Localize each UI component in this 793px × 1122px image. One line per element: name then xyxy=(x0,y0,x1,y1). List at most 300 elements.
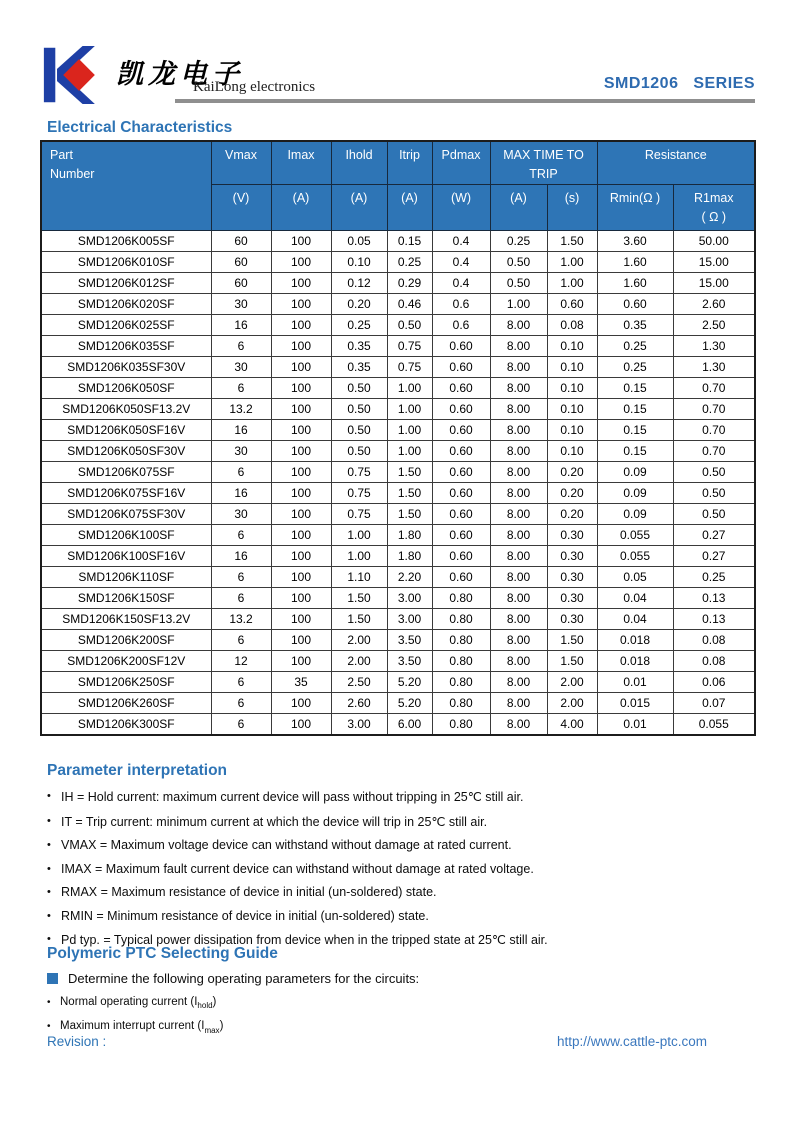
table-row xyxy=(41,252,755,273)
unit-vmax: (V) xyxy=(211,185,271,231)
value-cell: 100 xyxy=(271,546,331,567)
table-row xyxy=(41,315,755,336)
parameter-interpretation-title: Parameter interpretation xyxy=(47,762,228,779)
value-cell: 0.10 xyxy=(331,252,387,273)
value-cell: 0.50 xyxy=(490,273,547,294)
value-cell: 3.00 xyxy=(387,588,432,609)
value-cell: 0.4 xyxy=(432,231,490,252)
param-item xyxy=(47,885,747,899)
value-cell: 0.30 xyxy=(547,525,597,546)
part-number-cell: SMD1206K260SF xyxy=(41,693,211,714)
part-number-cell: SMD1206K050SF30V xyxy=(41,441,211,462)
value-cell: 8.00 xyxy=(490,588,547,609)
param-text: IMAX = Maximum fault current device can withstand without damage at rated voltage. xyxy=(61,861,534,876)
value-cell: 100 xyxy=(271,315,331,336)
revision-label: Revision : xyxy=(47,1034,107,1049)
value-cell: 100 xyxy=(271,336,331,357)
value-cell: 0.05 xyxy=(597,567,673,588)
value-cell: 1.30 xyxy=(673,336,755,357)
col-header-imax: Imax xyxy=(271,141,331,185)
value-cell: 0.018 xyxy=(597,630,673,651)
part-number-cell: SMD1206K025SF xyxy=(41,315,211,336)
value-cell: 0.4 xyxy=(432,252,490,273)
value-cell: 0.80 xyxy=(432,714,490,736)
table-row xyxy=(41,525,755,546)
value-cell: 1.00 xyxy=(387,399,432,420)
bullet-icon: • xyxy=(47,997,51,1008)
value-cell: 0.80 xyxy=(432,630,490,651)
value-cell: 100 xyxy=(271,630,331,651)
value-cell: 1.00 xyxy=(387,441,432,462)
col-header-pdmax: Pdmax xyxy=(432,141,490,185)
part-number-cell: SMD1206K200SF xyxy=(41,630,211,651)
value-cell: 0.20 xyxy=(547,462,597,483)
value-cell: 0.50 xyxy=(673,483,755,504)
value-cell: 0.15 xyxy=(597,399,673,420)
value-cell: 0.50 xyxy=(673,462,755,483)
table-row xyxy=(41,357,755,378)
value-cell: 30 xyxy=(211,441,271,462)
value-cell: 1.00 xyxy=(331,525,387,546)
col-header-ihold: Ihold xyxy=(331,141,387,185)
value-cell: 5.20 xyxy=(387,672,432,693)
value-cell: 0.80 xyxy=(432,651,490,672)
value-cell: 0.60 xyxy=(432,525,490,546)
table-row xyxy=(41,462,755,483)
part-number-cell: SMD1206K300SF xyxy=(41,714,211,736)
value-cell: 0.60 xyxy=(432,399,490,420)
part-number-cell: SMD1206K012SF xyxy=(41,273,211,294)
part-number-cell: SMD1206K050SF xyxy=(41,378,211,399)
value-cell: 1.00 xyxy=(547,252,597,273)
value-cell: 0.29 xyxy=(387,273,432,294)
value-cell: 0.75 xyxy=(331,462,387,483)
value-cell: 8.00 xyxy=(490,357,547,378)
value-cell: 100 xyxy=(271,651,331,672)
guide-intro-text: Determine the following operating parameters for the circuits: xyxy=(68,971,420,986)
param-text: Pd typ. = Typical power dissipation from device when in the tripped state at 25℃ still air. xyxy=(61,933,548,947)
value-cell: 0.20 xyxy=(547,483,597,504)
value-cell: 3.50 xyxy=(387,630,432,651)
bullet-icon: • xyxy=(47,814,51,827)
value-cell: 100 xyxy=(271,609,331,630)
value-cell: 1.10 xyxy=(331,567,387,588)
value-cell: 1.50 xyxy=(387,462,432,483)
value-cell: 0.06 xyxy=(673,672,755,693)
table-row xyxy=(41,588,755,609)
value-cell: 2.60 xyxy=(673,294,755,315)
value-cell: 0.60 xyxy=(597,294,673,315)
value-cell: 100 xyxy=(271,504,331,525)
param-text: RMIN = Minimum resistance of device in initial (un-soldered) state. xyxy=(61,908,429,923)
table-row xyxy=(41,378,755,399)
value-cell: 1.00 xyxy=(547,273,597,294)
value-cell: 6 xyxy=(211,462,271,483)
table-row xyxy=(41,630,755,651)
kailong-logo-icon xyxy=(40,46,104,104)
value-cell: 0.20 xyxy=(547,504,597,525)
value-cell: 8.00 xyxy=(490,609,547,630)
square-bullet-icon xyxy=(47,973,58,984)
value-cell: 0.10 xyxy=(547,399,597,420)
value-cell: 0.60 xyxy=(432,378,490,399)
part-number-cell: SMD1206K050SF16V xyxy=(41,420,211,441)
value-cell: 60 xyxy=(211,252,271,273)
col-header-vmax: Vmax xyxy=(211,141,271,185)
value-cell: 0.70 xyxy=(673,378,755,399)
value-cell: 1.80 xyxy=(387,525,432,546)
value-cell: 13.2 xyxy=(211,609,271,630)
value-cell: 0.80 xyxy=(432,693,490,714)
value-cell: 100 xyxy=(271,420,331,441)
value-cell: 100 xyxy=(271,231,331,252)
value-cell: 0.13 xyxy=(673,588,755,609)
bullet-icon: • xyxy=(47,862,51,875)
unit-maxtime-a: (A) xyxy=(490,185,547,231)
unit-itrip: (A) xyxy=(387,185,432,231)
value-cell: 2.00 xyxy=(547,672,597,693)
value-cell: 0.35 xyxy=(331,357,387,378)
table-row xyxy=(41,420,755,441)
value-cell: 8.00 xyxy=(490,315,547,336)
unit-r1max: R1max ( Ω ) xyxy=(673,185,755,231)
value-cell: 0.13 xyxy=(673,609,755,630)
value-cell: 0.60 xyxy=(432,462,490,483)
value-cell: 0.12 xyxy=(331,273,387,294)
value-cell: 1.30 xyxy=(673,357,755,378)
table-row xyxy=(41,546,755,567)
value-cell: 0.25 xyxy=(490,231,547,252)
electrical-table-wrapper xyxy=(40,140,755,736)
value-cell: 100 xyxy=(271,357,331,378)
value-cell: 2.00 xyxy=(331,651,387,672)
param-item xyxy=(47,789,747,804)
value-cell: 0.27 xyxy=(673,525,755,546)
guide-item-text: Normal operating current $(I_{hold})$ xyxy=(60,996,217,1011)
value-cell: 0.60 xyxy=(432,546,490,567)
value-cell: 1.50 xyxy=(547,630,597,651)
value-cell: 0.30 xyxy=(547,546,597,567)
value-cell: 0.10 xyxy=(547,441,597,462)
selecting-guide-section xyxy=(47,945,747,1035)
value-cell: 60 xyxy=(211,231,271,252)
value-cell: 1.60 xyxy=(597,252,673,273)
value-cell: 0.35 xyxy=(597,315,673,336)
part-number-cell: SMD1206K075SF16V xyxy=(41,483,211,504)
page-footer xyxy=(47,1034,755,1049)
electrical-table-body xyxy=(41,231,755,736)
value-cell: 2.50 xyxy=(331,672,387,693)
value-cell: 6 xyxy=(211,525,271,546)
value-cell: 1.00 xyxy=(331,546,387,567)
value-cell: 0.01 xyxy=(597,672,673,693)
value-cell: 100 xyxy=(271,693,331,714)
value-cell: 0.60 xyxy=(432,504,490,525)
value-cell: 0.055 xyxy=(673,714,755,736)
value-cell: 0.60 xyxy=(432,567,490,588)
unit-imax: (A) xyxy=(271,185,331,231)
table-row xyxy=(41,567,755,588)
value-cell: 0.30 xyxy=(547,588,597,609)
param-text: IT = Trip current: minimum current at which the device will trip in 25℃ still air. xyxy=(61,814,488,829)
table-row xyxy=(41,294,755,315)
value-cell: 12 xyxy=(211,651,271,672)
unit-maxtime-s: (s) xyxy=(547,185,597,231)
col-header-itrip: Itrip xyxy=(387,141,432,185)
electrical-table xyxy=(40,140,756,736)
value-cell: 30 xyxy=(211,504,271,525)
bullet-icon: • xyxy=(47,909,51,922)
part-number-cell: SMD1206K100SF xyxy=(41,525,211,546)
value-cell: 0.15 xyxy=(387,231,432,252)
value-cell: 13.2 xyxy=(211,399,271,420)
part-number-cell: SMD1206K035SF xyxy=(41,336,211,357)
value-cell: 0.01 xyxy=(597,714,673,736)
value-cell: 0.10 xyxy=(547,357,597,378)
value-cell: 2.00 xyxy=(547,693,597,714)
value-cell: 15.00 xyxy=(673,252,755,273)
value-cell: 0.25 xyxy=(331,315,387,336)
value-cell: 8.00 xyxy=(490,336,547,357)
value-cell: 1.50 xyxy=(387,504,432,525)
value-cell: 0.15 xyxy=(597,441,673,462)
value-cell: 0.80 xyxy=(432,672,490,693)
bullet-icon: • xyxy=(47,790,51,802)
value-cell: 0.80 xyxy=(432,609,490,630)
value-cell: 0.10 xyxy=(547,336,597,357)
value-cell: 0.015 xyxy=(597,693,673,714)
table-row xyxy=(41,693,755,714)
value-cell: 100 xyxy=(271,525,331,546)
table-row xyxy=(41,231,755,252)
col-header-resistance: Resistance xyxy=(597,141,755,185)
value-cell: 0.50 xyxy=(673,504,755,525)
value-cell: 0.50 xyxy=(331,378,387,399)
value-cell: 0.08 xyxy=(673,651,755,672)
part-number-cell: SMD1206K110SF xyxy=(41,567,211,588)
value-cell: 0.75 xyxy=(387,336,432,357)
guide-intro xyxy=(47,971,747,986)
part-number-cell: SMD1206K150SF13.2V xyxy=(41,609,211,630)
table-row xyxy=(41,504,755,525)
value-cell: 0.04 xyxy=(597,609,673,630)
value-cell: 0.25 xyxy=(597,336,673,357)
brand-chinese-text: 凯龙电子 xyxy=(116,59,244,90)
value-cell: 3.00 xyxy=(387,609,432,630)
value-cell: 8.00 xyxy=(490,672,547,693)
value-cell: 8.00 xyxy=(490,714,547,736)
table-row xyxy=(41,483,755,504)
col-header-max-time-to-trip: MAX TIME TO TRIP xyxy=(490,141,597,185)
part-number-cell: SMD1206K075SF30V xyxy=(41,504,211,525)
value-cell: 0.09 xyxy=(597,504,673,525)
value-cell: 0.055 xyxy=(597,525,673,546)
value-cell: 0.27 xyxy=(673,546,755,567)
parameter-interpretation-section xyxy=(47,762,747,957)
value-cell: 8.00 xyxy=(490,567,547,588)
value-cell: 6 xyxy=(211,336,271,357)
value-cell: 100 xyxy=(271,252,331,273)
value-cell: 16 xyxy=(211,420,271,441)
value-cell: 8.00 xyxy=(490,630,547,651)
value-cell: 2.00 xyxy=(331,630,387,651)
value-cell: 0.50 xyxy=(331,399,387,420)
value-cell: 0.055 xyxy=(597,546,673,567)
part-number-cell: SMD1206K010SF xyxy=(41,252,211,273)
value-cell: 0.25 xyxy=(387,252,432,273)
param-item xyxy=(47,814,747,829)
value-cell: 8.00 xyxy=(490,399,547,420)
value-cell: 8.00 xyxy=(490,693,547,714)
value-cell: 35 xyxy=(271,672,331,693)
value-cell: 100 xyxy=(271,399,331,420)
value-cell: 1.00 xyxy=(387,420,432,441)
part-number-cell: SMD1206K050SF13.2V xyxy=(41,399,211,420)
value-cell: 0.70 xyxy=(673,441,755,462)
param-item xyxy=(47,838,747,852)
value-cell: 8.00 xyxy=(490,483,547,504)
guide-item-text: Maximum interrupt current $(I_{max})$ xyxy=(60,1020,224,1035)
value-cell: 1.00 xyxy=(387,378,432,399)
value-cell: 0.09 xyxy=(597,483,673,504)
electrical-characteristics-title: Electrical Characteristics xyxy=(47,119,233,136)
value-cell: 100 xyxy=(271,273,331,294)
unit-ihold: (A) xyxy=(331,185,387,231)
table-row xyxy=(41,273,755,294)
bullet-icon: • xyxy=(47,839,51,851)
value-cell: 16 xyxy=(211,546,271,567)
value-cell: 0.50 xyxy=(331,441,387,462)
value-cell: 0.70 xyxy=(673,420,755,441)
value-cell: 0.60 xyxy=(432,483,490,504)
table-row xyxy=(41,672,755,693)
value-cell: 8.00 xyxy=(490,462,547,483)
value-cell: 0.04 xyxy=(597,588,673,609)
value-cell: 1.00 xyxy=(490,294,547,315)
value-cell: 1.50 xyxy=(387,483,432,504)
value-cell: 100 xyxy=(271,588,331,609)
value-cell: 0.50 xyxy=(490,252,547,273)
value-cell: 0.4 xyxy=(432,273,490,294)
value-cell: 1.50 xyxy=(331,609,387,630)
col-header-part-number: Part Number xyxy=(41,141,211,231)
value-cell: 0.46 xyxy=(387,294,432,315)
selecting-guide-title: Polymeric PTC Selecting Guide xyxy=(47,945,278,962)
value-cell: 0.60 xyxy=(432,420,490,441)
value-cell: 1.50 xyxy=(331,588,387,609)
part-number-cell: SMD1206K150SF xyxy=(41,588,211,609)
value-cell: 0.75 xyxy=(387,357,432,378)
value-cell: 2.60 xyxy=(331,693,387,714)
value-cell: 0.07 xyxy=(673,693,755,714)
value-cell: 8.00 xyxy=(490,504,547,525)
value-cell: 6 xyxy=(211,567,271,588)
part-number-cell: SMD1206K200SF12V xyxy=(41,651,211,672)
value-cell: 6 xyxy=(211,672,271,693)
value-cell: 0.50 xyxy=(387,315,432,336)
value-cell: 8.00 xyxy=(490,420,547,441)
bullet-icon: • xyxy=(47,886,51,898)
value-cell: 15.00 xyxy=(673,273,755,294)
value-cell: 6 xyxy=(211,714,271,736)
value-cell: 16 xyxy=(211,315,271,336)
value-cell: 30 xyxy=(211,357,271,378)
bullet-icon: • xyxy=(47,1021,51,1033)
table-row xyxy=(41,651,755,672)
value-cell: 3.60 xyxy=(597,231,673,252)
param-item xyxy=(47,909,747,923)
value-cell: 0.10 xyxy=(547,420,597,441)
value-cell: 1.50 xyxy=(547,651,597,672)
part-number-cell: SMD1206K100SF16V xyxy=(41,546,211,567)
value-cell: 0.70 xyxy=(673,399,755,420)
value-cell: 50.00 xyxy=(673,231,755,252)
value-cell: 0.75 xyxy=(331,483,387,504)
value-cell: 100 xyxy=(271,567,331,588)
series-title: SMD1206 SERIES xyxy=(603,75,755,92)
value-cell: 8.00 xyxy=(490,546,547,567)
value-cell: 2.50 xyxy=(673,315,755,336)
value-cell: 8.00 xyxy=(490,378,547,399)
value-cell: 0.30 xyxy=(547,567,597,588)
header-divider xyxy=(175,99,755,103)
value-cell: 0.6 xyxy=(432,315,490,336)
website-link[interactable]: http://www.cattle-ptc.com xyxy=(556,1034,707,1049)
value-cell: 30 xyxy=(211,294,271,315)
part-number-cell: SMD1206K035SF30V xyxy=(41,357,211,378)
value-cell: 100 xyxy=(271,378,331,399)
bullet-icon: • xyxy=(47,933,51,945)
value-cell: 8.00 xyxy=(490,651,547,672)
param-item xyxy=(47,862,747,876)
value-cell: 0.08 xyxy=(547,315,597,336)
value-cell: 6 xyxy=(211,378,271,399)
value-cell: 6 xyxy=(211,630,271,651)
unit-rmin: Rmin(Ω ) xyxy=(597,185,673,231)
param-text: IH = Hold current: maximum current device will pass without tripping in 25℃ still air. xyxy=(61,790,524,804)
value-cell: 6 xyxy=(211,693,271,714)
param-text: VMAX = Maximum voltage device can withstand without damage at rated current. xyxy=(61,838,512,852)
value-cell: 0.08 xyxy=(673,630,755,651)
value-cell: 0.75 xyxy=(331,504,387,525)
value-cell: 60 xyxy=(211,273,271,294)
table-row xyxy=(41,441,755,462)
value-cell: 0.20 xyxy=(331,294,387,315)
param-text: RMAX = Maximum resistance of device in initial (un-soldered) state. xyxy=(61,885,437,899)
value-cell: 0.80 xyxy=(432,588,490,609)
guide-item xyxy=(47,1020,747,1034)
value-cell: 4.00 xyxy=(547,714,597,736)
value-cell: 5.20 xyxy=(387,693,432,714)
table-row xyxy=(41,399,755,420)
table-header-row-1 xyxy=(41,141,755,185)
value-cell: 1.60 xyxy=(597,273,673,294)
value-cell: 6 xyxy=(211,588,271,609)
guide-item xyxy=(47,996,747,1010)
value-cell: 1.50 xyxy=(547,231,597,252)
value-cell: 0.60 xyxy=(432,336,490,357)
value-cell: 100 xyxy=(271,714,331,736)
part-number-cell: SMD1206K075SF xyxy=(41,462,211,483)
value-cell: 0.60 xyxy=(547,294,597,315)
value-cell: 0.09 xyxy=(597,462,673,483)
page-header xyxy=(40,46,755,106)
table-row xyxy=(41,609,755,630)
value-cell: 0.6 xyxy=(432,294,490,315)
value-cell: 0.25 xyxy=(673,567,755,588)
value-cell: 3.00 xyxy=(331,714,387,736)
value-cell: 3.50 xyxy=(387,651,432,672)
